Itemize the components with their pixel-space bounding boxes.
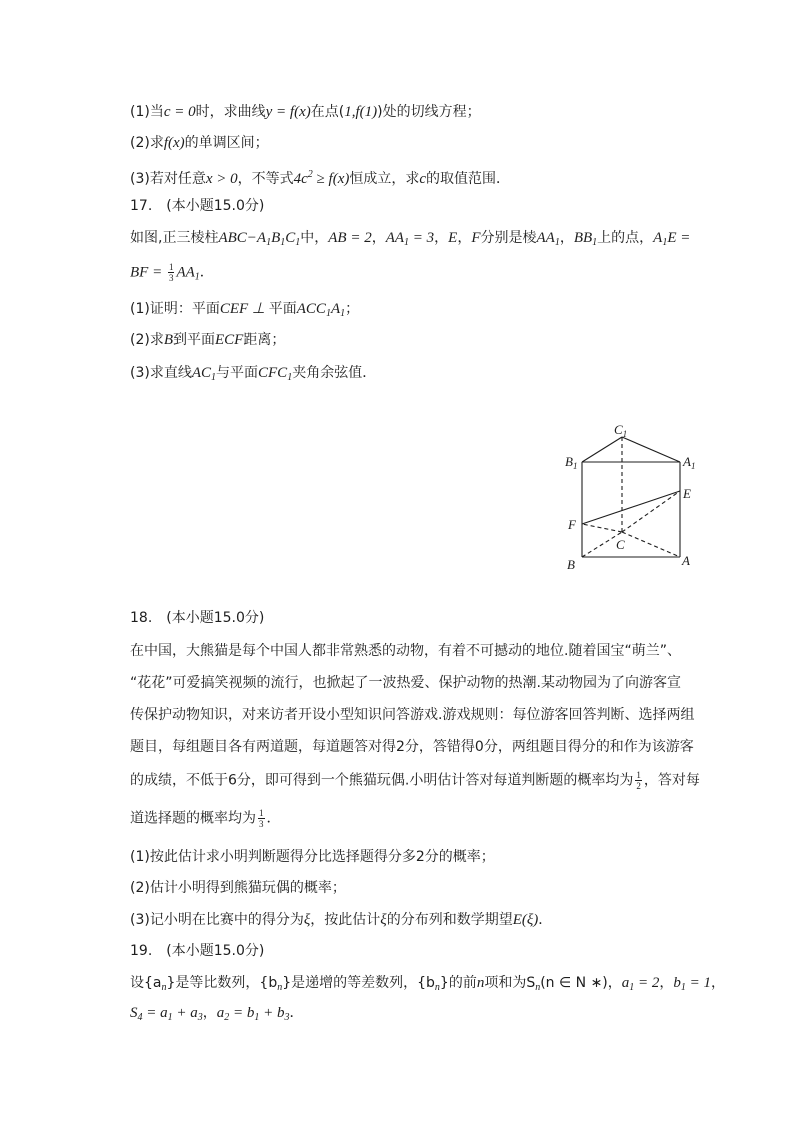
text-run: (3)若对任意 [130,171,206,187]
math-expression: + b [259,1005,285,1021]
vertex-label-b1: $B_1$ [565,454,578,471]
subscript: 1 [266,237,272,248]
problem-18-stem-line-6 [130,808,281,829]
math-expression: = 1 [685,975,712,991]
score-note: (本小题15.0分) [166,610,265,626]
segment-f-e [582,491,680,524]
problem-18-part-2 [130,878,346,898]
problem-17-header [130,196,264,216]
subscript: 1 [592,237,598,248]
subscript: 1 [662,237,668,248]
text-run: }的前 [439,975,477,991]
text-run: ． [266,810,281,827]
fraction [635,770,642,791]
fraction-numerator: 1 [259,808,264,818]
subscript: 4 [137,1012,143,1023]
text-run: (n ∈ N ∗)， [540,975,622,991]
vertex-label-a1: $A_1$ [683,454,696,471]
text-run: 在中国，大熊猫是每个中国人都非常熟悉的动物，有着不可撼动的地位.随着国宝“萌兰”、 [130,643,681,659]
fraction-denominator: 2 [636,781,641,791]
text-run: )处的切线方程； [377,104,481,120]
text-run: 的成绩，不低于6分，即可得到一个熊猫玩偶.小明估计答对每道判断题的概率均为 [130,772,634,789]
subscript: 1 [404,237,410,248]
subscript: 3 [284,1012,290,1023]
text-run: “花花”可爱搞笑视频的流行，也掀起了一波热爱、保护动物的热潮.某动物园为了向游客宣 [130,675,681,691]
text-run: 中， [300,230,329,246]
math-expression: b [673,975,681,991]
subscript: 2 [224,1012,230,1023]
fraction-denominator: 3 [168,273,174,283]
problem-17-part-2 [130,330,285,350]
math-expression: + a [172,1005,198,1021]
math-expression: y = f(x) [265,104,311,120]
problem-18-part-3 [130,910,552,930]
math-expression: ξ [303,912,311,928]
subscript: n [161,982,167,993]
text-run: ，按此估计 [310,912,381,928]
text-run: 分别是棱 [480,230,537,246]
previous-problem-part-1 [130,102,481,122]
math-expression: ECF [215,332,244,348]
text-run: 上的点， [597,230,654,246]
math-expression: BF = [130,264,166,281]
problem-number: 18. [130,610,153,626]
edge-c1-a1 [622,437,680,462]
math-expression: ACC [296,301,326,317]
text-run: (2)求 [130,135,164,151]
subscript: 1 [629,982,635,993]
problem-19-stem-line-2 [130,1003,304,1028]
fraction [258,808,265,829]
text-run: 到平面 [173,332,216,348]
text-run: 时，求曲线 [195,104,266,120]
math-expression: E(ξ) [512,912,539,928]
fraction-numerator: 1 [168,262,174,272]
math-expression: A [653,230,663,246]
point-label-e: E [683,486,691,501]
point-label-f: F [568,517,576,532]
text-run: 题目，每组题目各有两道题，每道题答对得2分，答错得0分，两组题目得分的和作为该游客 [130,739,694,755]
math-expression: CFC [258,365,288,381]
subscript: 1 [680,982,686,993]
math-expression: = 2 [634,975,660,991]
subscript: n [277,982,283,993]
text-run: ， [711,975,726,991]
math-expression: CEF ⊥ [219,301,269,317]
text-run: ， [457,230,472,246]
math-expression: = b [229,1005,255,1021]
text-run: ，不等式 [237,171,294,187]
subscript: 1 [254,1012,260,1023]
text-run: 在点( [310,104,345,120]
math-expression: c [419,171,427,187]
text-run: 的分布列和数学期望 [386,912,513,928]
score-note: (本小题15.0分) [166,943,265,959]
subscript: n [535,982,541,993]
problem-18-stem-line-5 [130,770,700,791]
math-expression: AB = 2 [328,230,372,246]
vertex-label-a: A [682,553,690,568]
hidden-segment-c-f [582,524,622,532]
text-run: (3)求直线 [130,365,192,381]
text-run: }是等比数列，{b [166,975,278,991]
previous-problem-part-3 [130,165,510,189]
text-run: 项和为S [484,975,536,991]
text-run: (2)求 [130,332,164,348]
math-expression: B [163,332,174,348]
math-expression: AA [385,230,405,246]
edge-b1-c1 [582,437,622,462]
vertex-label-c1: $C_1$ [614,422,628,439]
superscript: 2 [307,169,313,180]
math-expression: a [621,975,630,991]
text-run: ， [202,1005,217,1021]
text-run: }是递增的等差数列，{b [282,975,435,991]
math-expression: E = [667,230,691,246]
score-note: (本小题15.0分) [166,198,265,214]
text-run: 恒成立，求 [349,171,420,187]
subscript: 1 [325,308,331,319]
fraction [168,262,175,283]
previous-problem-part-2 [130,133,269,153]
problem-18-stem-line-1 [130,641,681,661]
fraction-numerator: 1 [636,770,641,780]
problem-17-part-3 [130,363,376,388]
subscript: 1 [211,372,217,383]
math-expression: E [448,230,458,246]
text-run: (1)当 [130,104,164,120]
subscript: 3 [197,1012,203,1023]
math-expression: C [285,230,296,246]
hidden-edge-c-a [622,532,680,557]
text-run: 的单调区间； [184,135,269,151]
math-expression: = 3 [409,230,435,246]
text-run: ， [659,975,674,991]
problem-19-stem-line-1 [130,973,725,998]
subscript: 1 [280,237,286,248]
math-expression: F [471,230,481,246]
text-run: ，答对每 [643,772,700,789]
math-expression: 4c [293,171,308,187]
subscript: 1 [287,372,293,383]
math-expression: B [271,230,281,246]
math-expression: 1,f(1) [344,104,378,120]
problem-17-stem-line-2 [130,262,214,288]
math-expression: n [476,975,485,991]
text-run: 设{a [130,975,162,991]
subscript: n [434,982,440,993]
math-expression: = a [142,1005,168,1021]
problem-number: 17. [130,198,153,214]
subscript: 1 [554,237,560,248]
text-run: (3)记小明在比赛中的得分为 [130,912,304,928]
math-expression: A [330,301,341,317]
fraction-denominator: 3 [259,819,264,829]
math-expression: AC [191,365,212,381]
text-run: ． [289,1005,304,1021]
subscript: 1 [295,237,301,248]
math-expression: AA [176,264,195,281]
problem-19-header [130,941,264,961]
text-run: ； [345,301,360,317]
text-run: 如图,正三棱柱 [130,230,219,246]
text-run: (1)按此估计求小明判断题得分比选择题得分多2分的概率； [130,849,495,865]
problem-18-header [130,608,264,628]
problem-number: 19. [130,943,153,959]
problem-17-stem-line-1 [130,228,690,253]
text-run: 传保护动物知识，对来访者开设小型知识问答游戏.游戏规则：每位游客回答判断、选择两组 [130,707,695,723]
problem-18-stem-line-2 [130,673,681,693]
problem-18-stem-line-3 [130,705,694,725]
text-run: 与平面 [216,365,259,381]
math-expression: ABC−A [218,230,267,246]
text-run: ， [559,230,574,246]
math-expression: x > 0 [205,171,238,187]
text-run: (2)估计小明得到熊猫玩偶的概率； [130,880,346,896]
hidden-segment-c-e [622,491,680,532]
text-run: 道选择题的概率均为 [130,810,256,827]
text-run: ． [538,912,553,928]
text-run: ， [434,230,449,246]
math-expression: ≥ f(x) [312,171,350,187]
text-run: ， [371,230,386,246]
subscript: 1 [340,308,346,319]
text-run: 平面 [268,301,297,317]
vertex-label-b: B [567,557,575,572]
math-expression: AA [536,230,555,246]
math-expression: c = 0 [163,104,196,120]
problem-18-stem-line-4 [130,737,694,757]
math-expression: S [130,1005,138,1021]
vertex-label-c: C [616,537,625,552]
prism-figure [550,415,710,575]
text-run: 的取值范围． [426,171,511,187]
subscript: 1 [194,271,200,283]
problem-18-part-1 [130,847,495,867]
text-run: 距离； [243,332,286,348]
text-run: (1)证明：平面 [130,301,220,317]
math-expression: a [216,1005,225,1021]
subscript: 1 [167,1012,173,1023]
math-expression: ξ [380,912,387,928]
math-expression: f(x) [163,135,185,151]
problem-17-part-1 [130,299,359,324]
math-expression: BB [573,230,593,246]
text-run: 夹角余弦值． [292,365,377,381]
text-run: ． [199,264,214,281]
